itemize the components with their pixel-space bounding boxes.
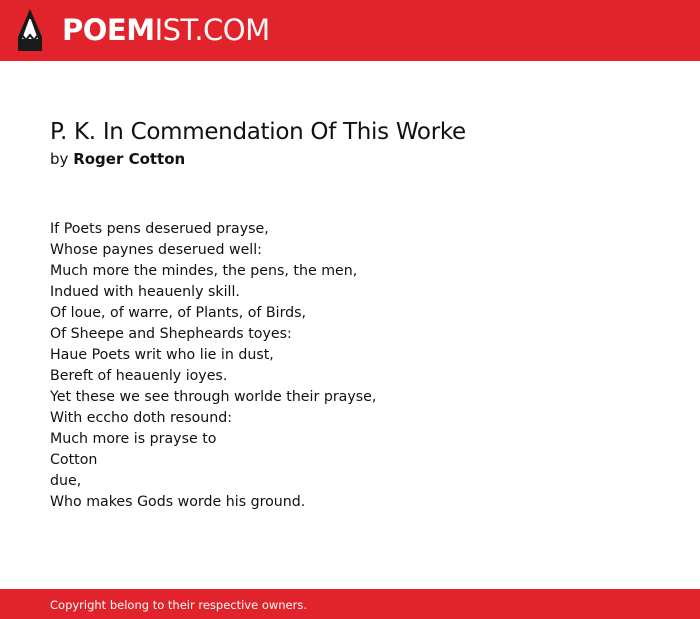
site-logo[interactable] (62, 13, 270, 47)
poem-line: Whose paynes deserued well: (50, 242, 262, 258)
logo-light-text: IST.COM (154, 13, 270, 47)
poem-line: Haue Poets writ who lie in dust, (50, 347, 274, 363)
poem-line: Yet these we see through worlde their prayse, (50, 389, 377, 405)
poem-body (50, 219, 376, 513)
copyright-text: Copyright belong to their respective owners. (50, 598, 308, 612)
poem-line: Of loue, of warre, of Plants, of Birds, (50, 305, 307, 321)
poem-line: Who makes Gods worde his ground. (50, 494, 306, 510)
poem-title: P. K. In Commendation Of This Worke (50, 119, 466, 145)
site-header (0, 0, 700, 61)
byline-prefix: by (50, 150, 69, 168)
poem-line: Cotton (50, 452, 98, 468)
pencil-tip-icon (18, 9, 42, 51)
poem-line: If Poets pens deserued prayse, (50, 221, 269, 237)
poem-line: With eccho doth resound: (50, 410, 233, 426)
poem-line: Of Sheepe and Shepheards toyes: (50, 326, 292, 342)
poem-line: Much more the mindes, the pens, the men, (50, 263, 358, 279)
byline (50, 149, 185, 169)
poem-line: due, (50, 473, 82, 489)
poem-line: Bereft of heauenly ioyes. (50, 368, 228, 384)
author-link[interactable]: Roger Cotton (73, 150, 186, 168)
poem-line: Much more is prayse to (50, 431, 217, 447)
logo-bold-text: POEM (62, 13, 155, 47)
site-footer (0, 589, 700, 619)
poem-line: Indued with heauenly skill. (50, 284, 240, 300)
